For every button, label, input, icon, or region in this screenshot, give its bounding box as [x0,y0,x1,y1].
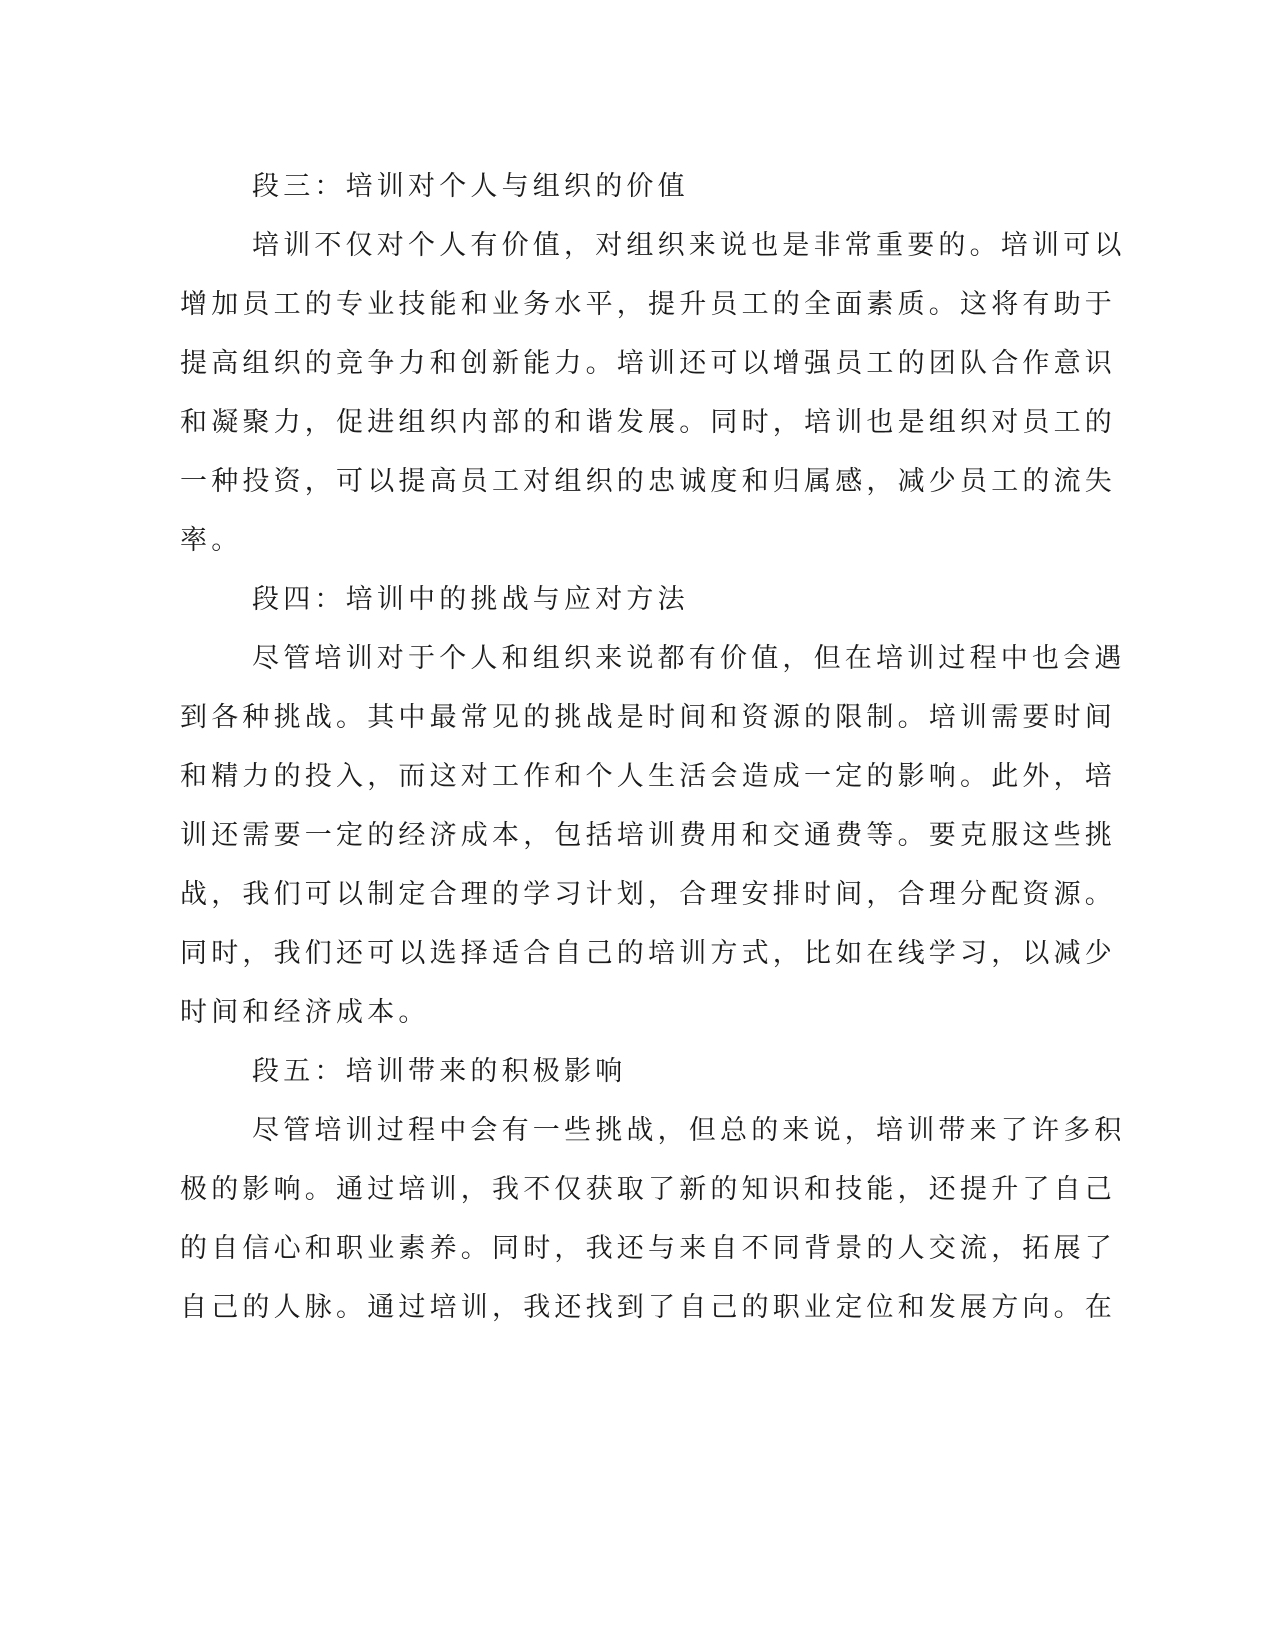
paragraph-line: 的自信心和职业素养。同时，我还与来自不同背景的人交流，拓展了 [180,1233,1116,1264]
paragraph-line: 率。 [180,525,243,556]
paragraph-line: 自己的人脉。通过培训，我还找到了自己的职业定位和发展方向。在 [180,1292,1116,1323]
paragraph-line: 极的影响。通过培训，我不仅获取了新的知识和技能，还提升了自己 [180,1174,1116,1205]
section-heading-3: 段三：培训对个人与组织的价值 [252,171,689,202]
paragraph-line: 培训不仅对个人有价值，对组织来说也是非常重要的。培训可以 [252,230,1126,261]
section-heading-4: 段四：培训中的挑战与应对方法 [252,584,689,615]
paragraph-line: 和精力的投入，而这对工作和个人生活会造成一定的影响。此外，培 [180,761,1116,792]
paragraph-line: 训还需要一定的经济成本，包括培训费用和交通费等。要克服这些挑 [180,820,1116,851]
paragraph-line: 同时，我们还可以选择适合自己的培训方式，比如在线学习，以减少 [180,938,1116,969]
paragraph-line: 战，我们可以制定合理的学习计划，合理安排时间，合理分配资源。 [180,879,1116,910]
paragraph-line: 和凝聚力，促进组织内部的和谐发展。同时，培训也是组织对员工的 [180,407,1116,438]
paragraph-line: 提高组织的竞争力和创新能力。培训还可以增强员工的团队合作意识 [180,348,1116,379]
paragraph-line: 一种投资，可以提高员工对组织的忠诚度和归属感，减少员工的流失 [180,466,1116,497]
paragraph-line: 尽管培训过程中会有一些挑战，但总的来说，培训带来了许多积 [252,1115,1126,1146]
paragraph-line: 尽管培训对于个人和组织来说都有价值，但在培训过程中也会遇 [252,643,1126,674]
paragraph-line: 增加员工的专业技能和业务水平，提升员工的全面素质。这将有助于 [180,289,1116,320]
section-heading-5: 段五：培训带来的积极影响 [252,1056,627,1087]
paragraph-line: 时间和经济成本。 [180,997,430,1028]
document-body [180,157,1126,1337]
paragraph-line: 到各种挑战。其中最常见的挑战是时间和资源的限制。培训需要时间 [180,702,1116,733]
